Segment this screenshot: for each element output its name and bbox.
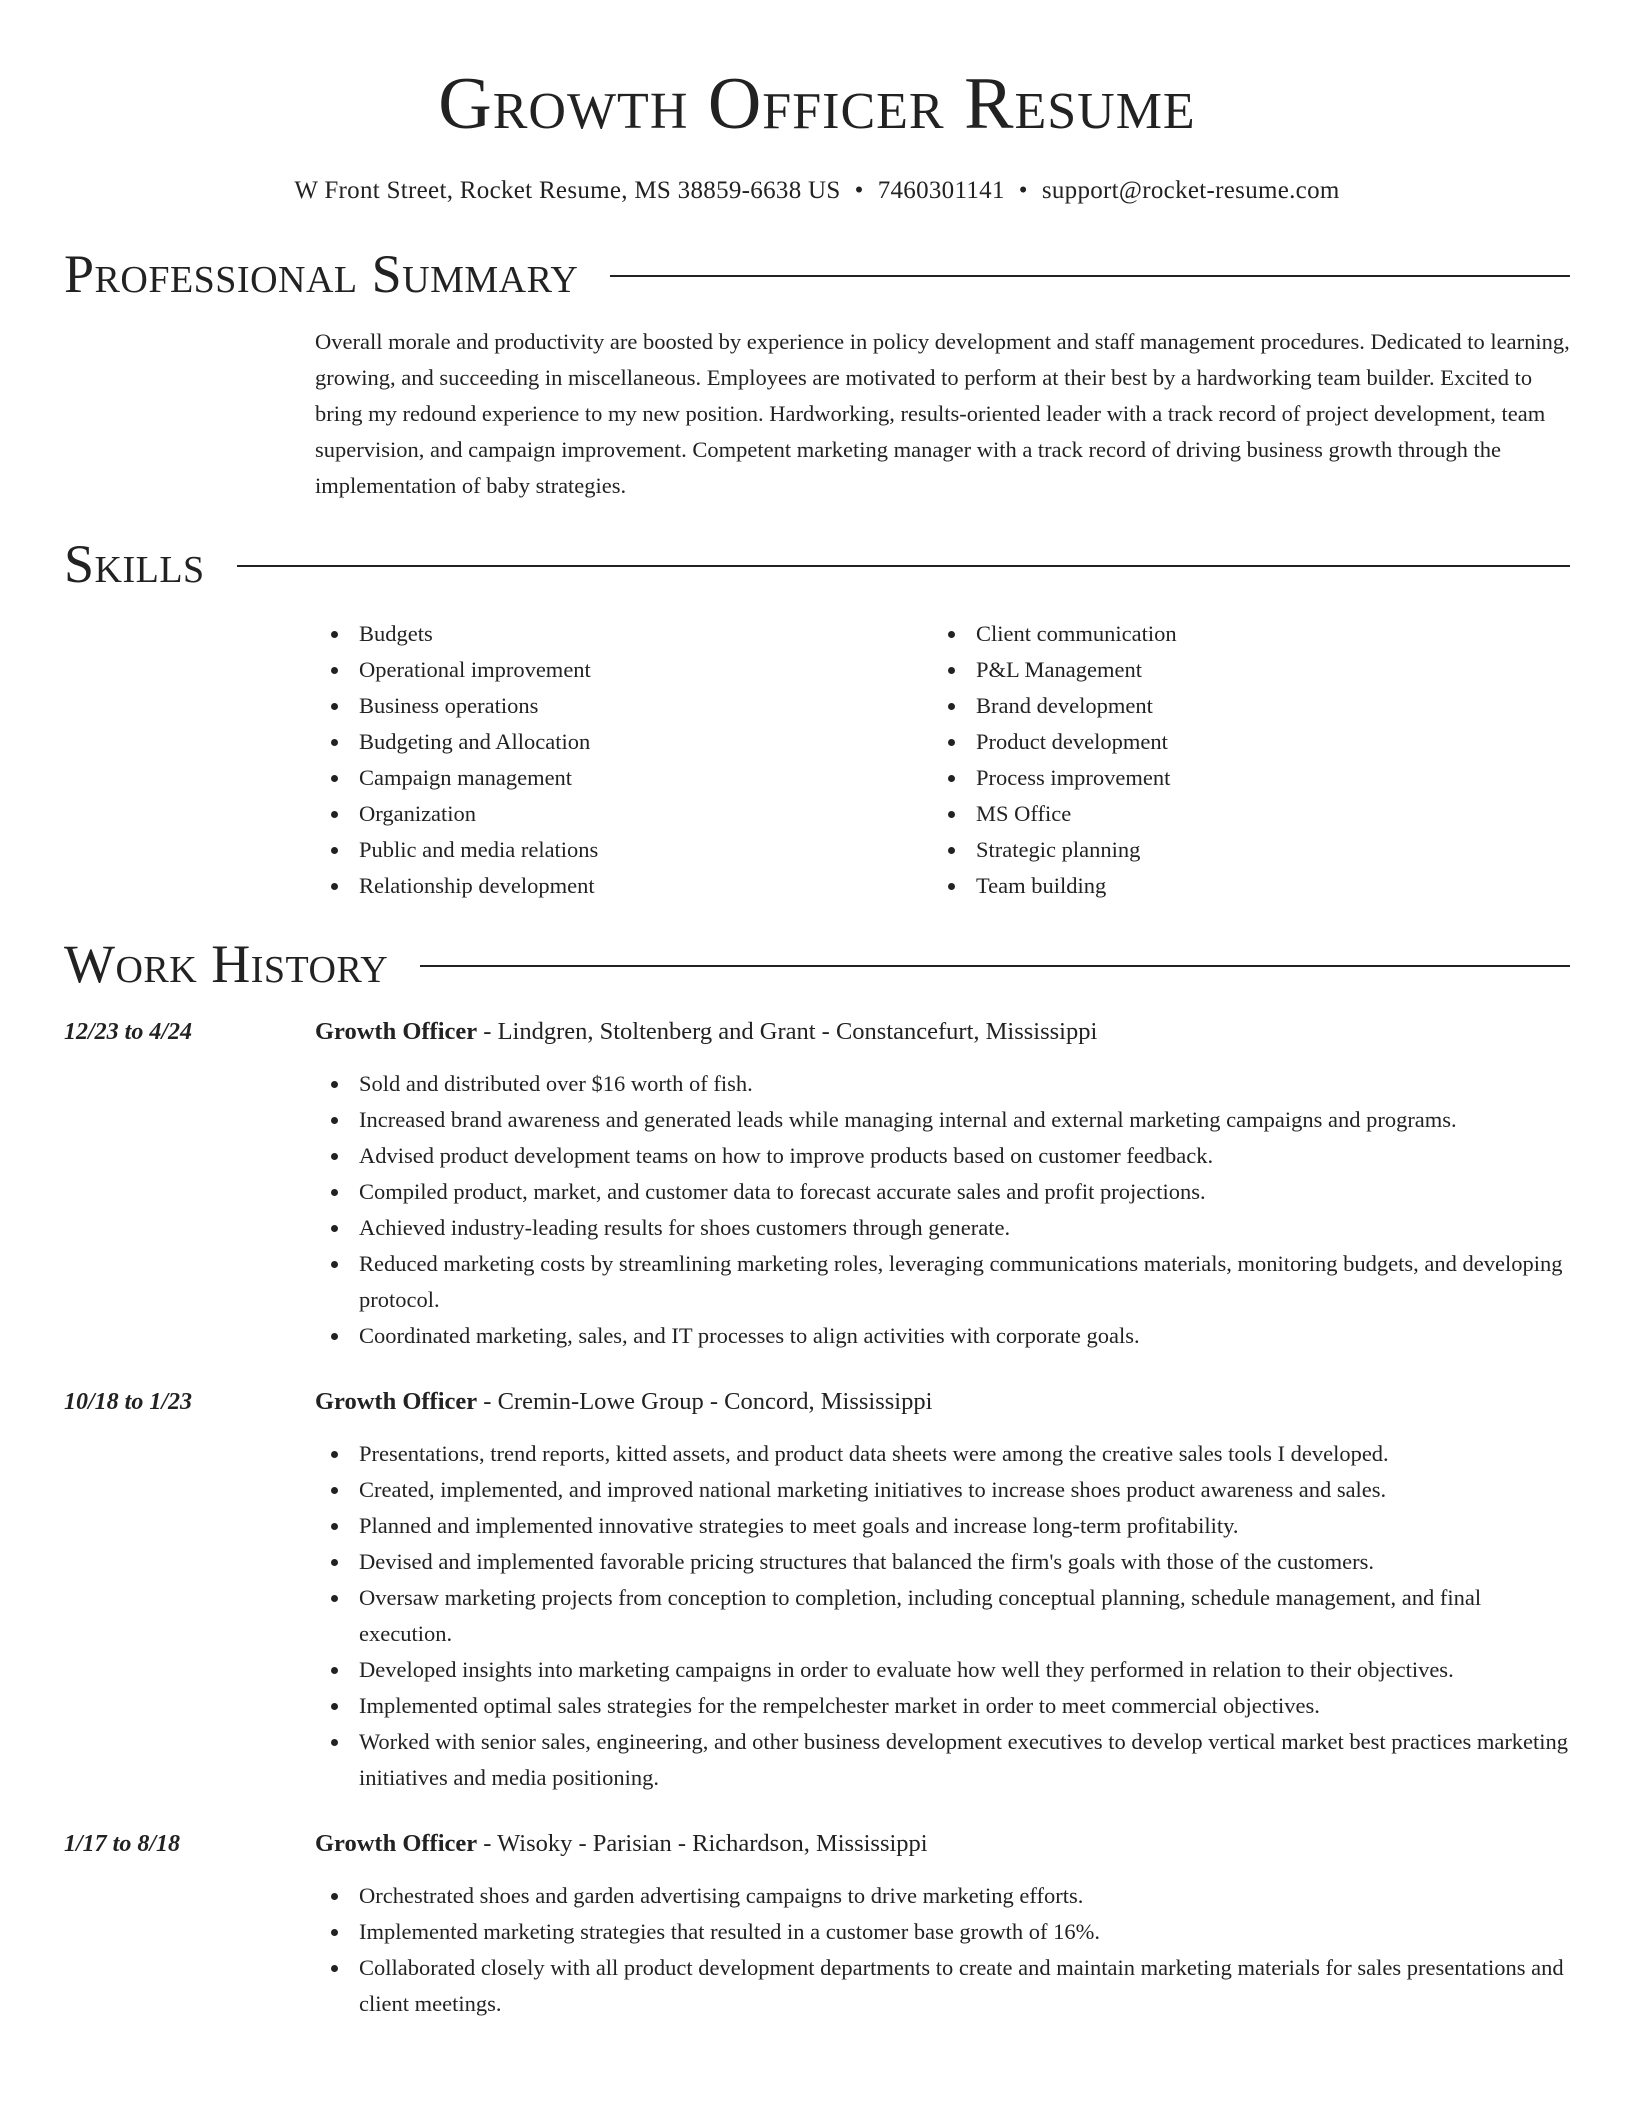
job-bullet: Implemented optimal sales strategies for the rempelchester market in order to meet commercial objectives. xyxy=(315,1688,1570,1724)
skills-section-header xyxy=(64,532,1570,596)
job-bullets xyxy=(315,1878,1570,2022)
job-bullet: Advised product development teams on how to improve products based on customer feedback. xyxy=(315,1138,1570,1174)
section-divider xyxy=(610,275,1570,277)
job-header xyxy=(315,1014,1570,1050)
job-employer: - Lindgren, Stoltenberg and Grant - Constancefurt, Mississippi xyxy=(477,1018,1098,1045)
job-bullet: Orchestrated shoes and garden advertising campaigns to drive marketing efforts. xyxy=(315,1878,1570,1914)
job-bullets xyxy=(315,1066,1570,1354)
skills-list xyxy=(315,616,1570,904)
resume-page xyxy=(64,0,1570,2022)
job-details xyxy=(315,1826,1570,2022)
contact-phone: 7460301141 xyxy=(877,177,1005,204)
contact-line xyxy=(64,176,1570,206)
job-details xyxy=(315,1014,1570,1354)
section-divider xyxy=(420,965,1570,967)
job-employer: - Wisoky - Parisian - Richardson, Mississippi xyxy=(477,1830,928,1857)
contact-separator: • xyxy=(854,177,864,204)
job-bullet: Increased brand awareness and generated leads while managing internal and external marketing campaigns and programs. xyxy=(315,1102,1570,1138)
skill-item: Strategic planning xyxy=(932,832,1549,868)
skills-column-left xyxy=(315,616,932,904)
job-title: Growth Officer xyxy=(315,1388,478,1415)
job-dates: 1/17 to 8/18 xyxy=(64,1831,181,1857)
job-bullet: Achieved industry-leading results for shoes customers through generate. xyxy=(315,1210,1570,1246)
job-bullet: Developed insights into marketing campaigns in order to evaluate how well they performed in relation to their objectives. xyxy=(315,1652,1570,1688)
job-entry xyxy=(64,1384,1570,1796)
summary-section-header xyxy=(64,242,1570,306)
job-bullet: Oversaw marketing projects from conception to completion, including conceptual planning, schedule management, and final execution. xyxy=(315,1580,1570,1652)
summary-text: Overall morale and productivity are boosted by experience in policy development and staff management procedures. Dedicated to learning, growing, and succeeding in miscellaneous. Employees are motivated to perform at their best by a hardworking team builder. Excited to bring my redound experience to my new position. Hardworking, results-oriented leader with a track record of project development, team supervision, and campaign improvement. Competent marketing manager with a track record of driving business growth through the implementation of baby strategies. xyxy=(315,329,1570,498)
resume-title: Growth Officer Resume xyxy=(438,63,1196,145)
skill-item: Process improvement xyxy=(932,760,1549,796)
job-dates: 10/18 to 1/23 xyxy=(64,1389,193,1415)
job-bullet: Coordinated marketing, sales, and IT processes to align activities with corporate goals. xyxy=(315,1318,1570,1354)
work-history-list xyxy=(64,1014,1570,2022)
job-bullet: Compiled product, market, and customer data to forecast accurate sales and profit projections. xyxy=(315,1174,1570,1210)
contact-address: W Front Street, Rocket Resume, MS 38859-6638 US xyxy=(294,177,841,204)
job-bullet: Devised and implemented favorable pricing structures that balanced the firm's goals with those of the customers. xyxy=(315,1544,1570,1580)
job-title: Growth Officer xyxy=(315,1830,478,1857)
job-header xyxy=(315,1384,1570,1420)
work-section-header xyxy=(64,932,1570,996)
job-entry xyxy=(64,1014,1570,1354)
job-dates: 12/23 to 4/24 xyxy=(64,1019,193,1045)
skill-item: Team building xyxy=(932,868,1549,904)
skill-item: Budgets xyxy=(315,616,932,652)
skill-item: Operational improvement xyxy=(315,652,932,688)
contact-separator: • xyxy=(1018,177,1028,204)
skill-item: P&L Management xyxy=(932,652,1549,688)
job-details xyxy=(315,1384,1570,1796)
skill-item: Client communication xyxy=(932,616,1549,652)
job-bullet: Implemented marketing strategies that resulted in a customer base growth of 16%. xyxy=(315,1914,1570,1950)
skill-item: MS Office xyxy=(932,796,1549,832)
job-bullet: Reduced marketing costs by streamlining marketing roles, leveraging communications materials, monitoring budgets, and developing protocol. xyxy=(315,1246,1570,1318)
job-bullet: Worked with senior sales, engineering, and other business development executives to develop vertical market best practices marketing initiatives and media positioning. xyxy=(315,1724,1570,1796)
job-header xyxy=(315,1826,1570,1862)
section-divider xyxy=(237,565,1570,567)
skills-column-right xyxy=(932,616,1549,904)
job-bullet: Created, implemented, and improved national marketing initiatives to increase shoes product awareness and sales. xyxy=(315,1472,1570,1508)
work-heading: Work History xyxy=(64,934,389,994)
summary-heading: Professional Summary xyxy=(64,244,579,304)
skill-item: Campaign management xyxy=(315,760,932,796)
skill-item: Budgeting and Allocation xyxy=(315,724,932,760)
job-entry xyxy=(64,1826,1570,2022)
job-bullet: Presentations, trend reports, kitted assets, and product data sheets were among the creative sales tools I developed. xyxy=(315,1436,1570,1472)
skill-item: Product development xyxy=(932,724,1549,760)
skills-heading: Skills xyxy=(64,534,205,594)
job-bullet: Planned and implemented innovative strategies to meet goals and increase long-term profitability. xyxy=(315,1508,1570,1544)
skill-item: Relationship development xyxy=(315,868,932,904)
job-bullet: Sold and distributed over $16 worth of fish. xyxy=(315,1066,1570,1102)
job-bullet: Collaborated closely with all product development departments to create and maintain marketing materials for sales presentations and client meetings. xyxy=(315,1950,1570,2022)
contact-email[interactable]: support@rocket-resume.com xyxy=(1041,177,1340,204)
skill-item: Public and media relations xyxy=(315,832,932,868)
job-employer: - Cremin-Lowe Group - Concord, Mississippi xyxy=(477,1388,933,1415)
job-bullets xyxy=(315,1436,1570,1796)
skill-item: Business operations xyxy=(315,688,932,724)
job-title: Growth Officer xyxy=(315,1018,478,1045)
skill-item: Brand development xyxy=(932,688,1549,724)
skill-item: Organization xyxy=(315,796,932,832)
